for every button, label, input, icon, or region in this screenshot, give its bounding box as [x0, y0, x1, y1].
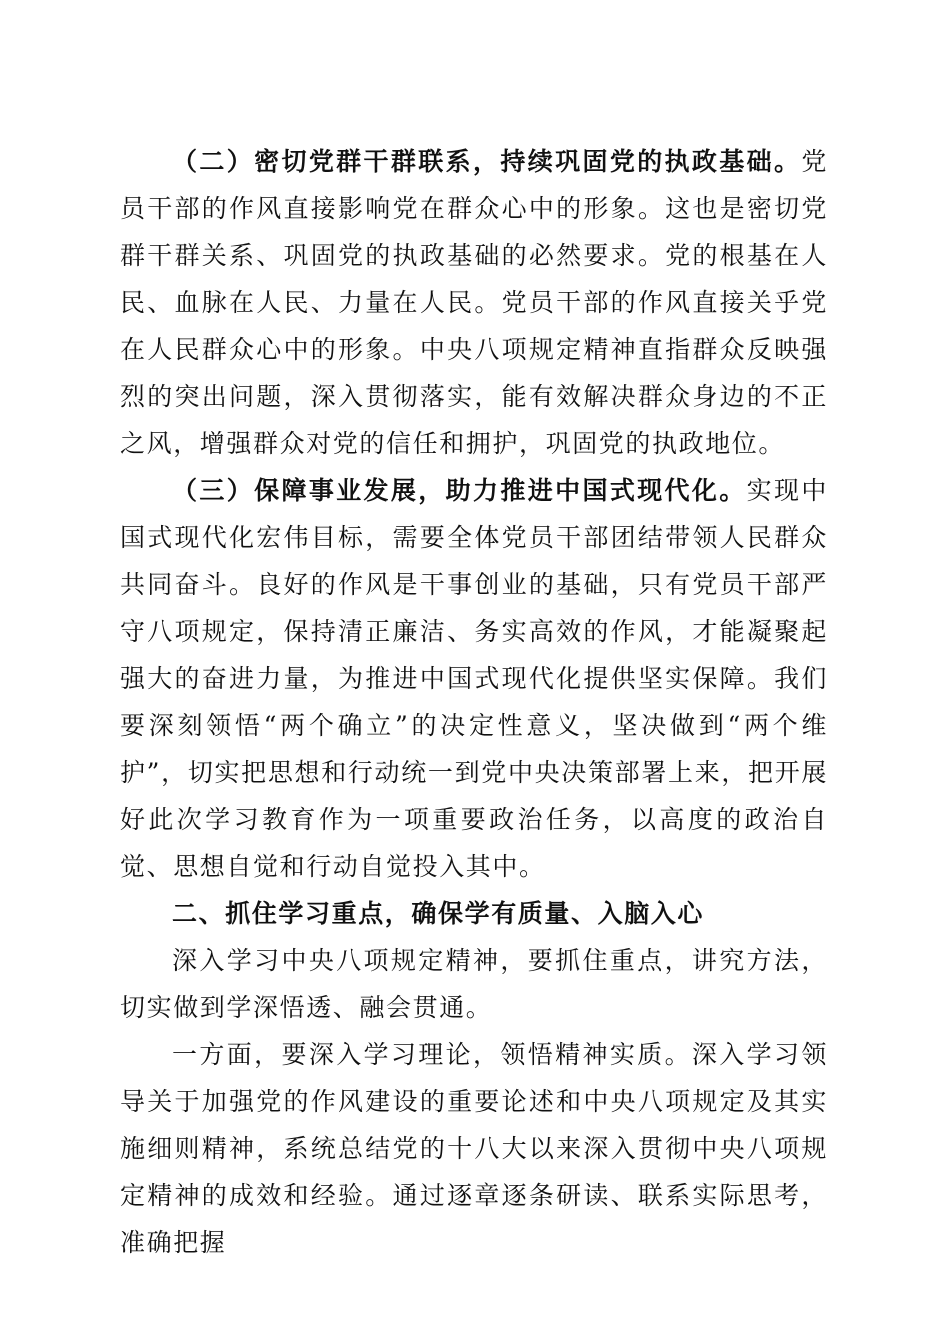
paragraph-study-intro: 深入学习中央八项规定精神，要抓住重点，讲究方法，切实做到学深悟透、融会贯通。	[120, 946, 828, 1022]
paragraph-modernization	[120, 467, 828, 890]
paragraph-lead: （三）保障事业发展，助力推进中国式现代化。	[172, 476, 747, 505]
paragraph-study-theory: 一方面，要深入学习理论，领悟精神实质。深入学习领导关于加强党的作风建设的重要论述和中央八项规定及其实施细则精神，系统总结党的十八大以来深入贯彻中央八项规定精神的成效和经验。通过逐章逐条研读、联系实际思考，准确把握	[120, 1040, 828, 1257]
paragraph-text: 党员干部的作风直接影响党在群众心中的形象。这也是密切党群干群关系、巩固党的执政基础的必然要求。党的根基在人民、血脉在人民、力量在人民。党员干部的作风直接关乎党在人民群众心中的形象。中央八项规定精神直指群众反映强烈的突出问题，深入贯彻落实，能有效解决群众身边的不正之风，增强群众对党的信任和拥护，巩固党的执政地位。	[120, 147, 828, 458]
paragraph-party-mass-ties	[120, 138, 828, 467]
paragraph-text: 实现中国式现代化宏伟目标，需要全体党员干部团结带领人民群众共同奋斗。良好的作风是干事创业的基础，只有党员干部严守八项规定，保持清正廉洁、务实高效的作风，才能凝聚起强大的奋进力量，为推进中国式现代化提供坚实保障。我们要深刻领悟“两个确立”的决定性意义，坚决做到“两个维护”，切实把思想和行动统一到党中央决策部署上来，把开展好此次学习教育作为一项重要政治任务，以高度的政治自觉、思想自觉和行动自觉投入其中。	[120, 476, 828, 881]
document-body	[120, 138, 828, 1266]
section-heading: 二、抓住学习重点，确保学有质量、入脑入心	[172, 899, 705, 928]
paragraph-lead: （二）密切党群干群联系，持续巩固党的执政基础。	[172, 147, 802, 176]
